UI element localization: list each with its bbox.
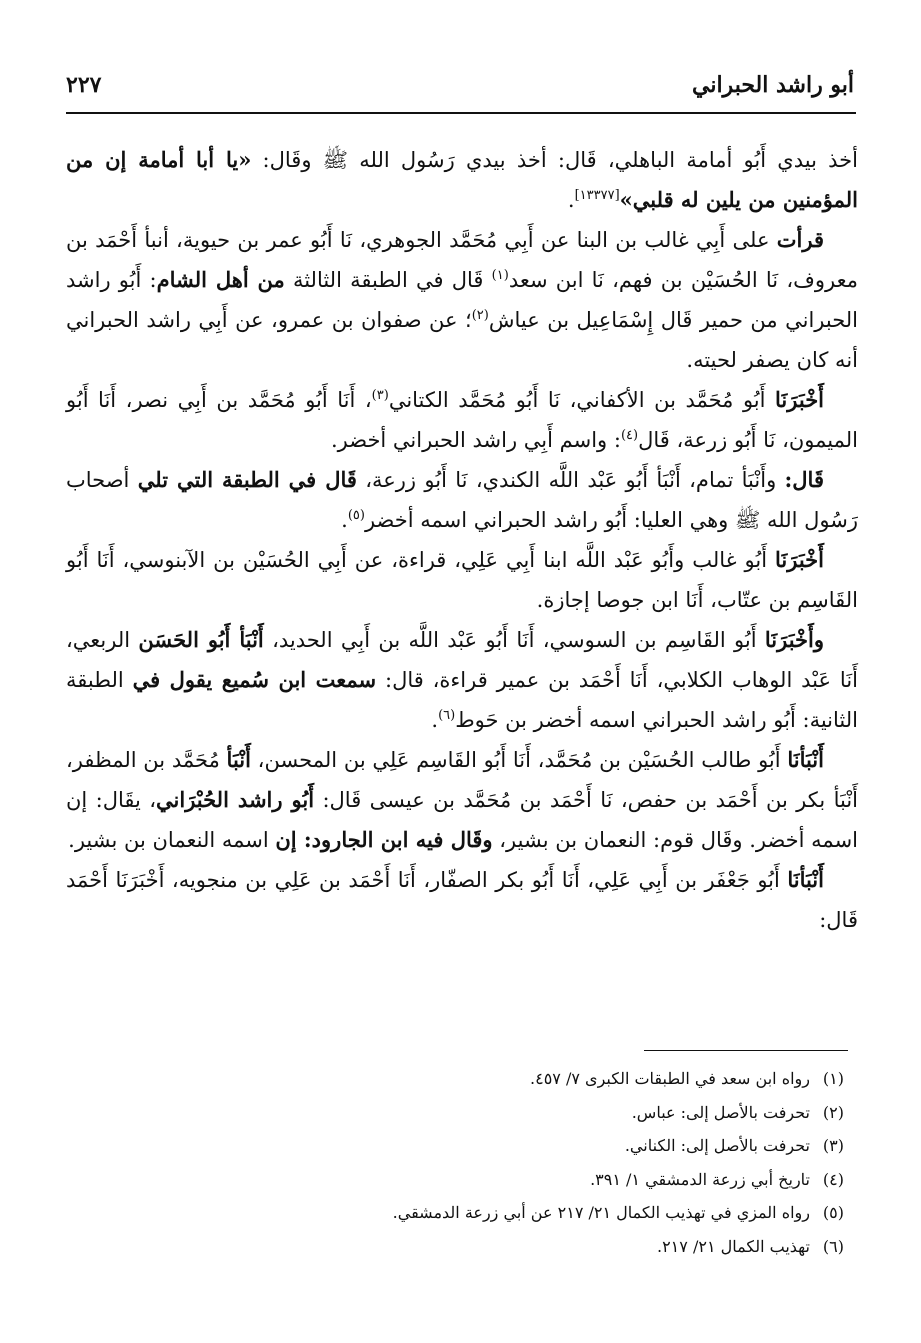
text-span: قَال في الطبقة الثالثة [284, 268, 492, 292]
page-number: ٢٢٧ [66, 72, 102, 98]
emphasis: من أهل الشام [156, 267, 285, 292]
text-span: أَبُو مُحَمَّد بن الأكفاني، نَا أَبُو مُحَمَّد الكتاني [388, 388, 776, 412]
footnote-text: تحرفت بالأصل إلى: عباس. [631, 1102, 810, 1122]
text-span: اسمه النعمان بن بشير. [68, 828, 276, 852]
paragraph-7 [66, 740, 858, 860]
paragraph-5 [66, 540, 858, 620]
text-span: أَبُو القَاسِم بن السوسي، أَنَا أَبُو عَبْد اللَّه بن أَبِي الحديد، [263, 628, 765, 652]
footnote-marker: (٦) [822, 1236, 844, 1256]
paragraph-lead: أَنْبَأنَا [787, 867, 824, 892]
main-text [66, 140, 858, 940]
footnote [66, 1129, 854, 1163]
paragraph-6 [66, 620, 858, 740]
footnote-marker: (٥) [822, 1203, 844, 1222]
text-span: الطبقة الثانية: أَبُو راشد الحبراني اسمه أخضر بن حَوط [66, 668, 858, 732]
footnote-text: تهذيب الكمال ٢١/ ٢١٧. [656, 1236, 810, 1256]
text-span: : أَبُو راشد الحبراني من حمير قَال إِسْمَاعِيل بن عياش [66, 268, 858, 332]
emphasis: وقَال فيه ابن الجارود: إن [275, 827, 493, 852]
text-span: الربعي، أَنَا عَبْد الوهاب الكلابي، أَنَا أَحْمَد بن عمير قراءة، قال: [66, 628, 859, 692]
text-span: أَبُو غالب وأَبُو عَبْد اللَّه ابنا أَبِي عَلِي، قراءة، عن أَبِي الحُسَيْن بن الآبنوسي، أَنَا أَبُو القَاسِم بن عتّاب، أَنَا ابن جوصا إجازة. [66, 548, 858, 612]
footnote-marker: (٣) [822, 1136, 844, 1155]
text-span: : واسم أَبِي راشد الحبراني أخضر. [330, 428, 621, 452]
footnote-ref: (٢) [471, 308, 489, 323]
footnote-ref: (١) [491, 268, 509, 283]
paragraph-8 [66, 860, 858, 940]
text-span: . [431, 708, 439, 732]
paragraph-lead: وأَخْبَرَنَا [764, 627, 824, 652]
paragraph-lead: قَال: [784, 467, 824, 492]
paragraph-3 [66, 380, 858, 460]
footnote-marker: (١) [822, 1069, 844, 1088]
paragraph-4 [66, 460, 858, 540]
paragraph-lead: أَنْبَأنَا [787, 747, 824, 772]
text-span: أَبُو طالب الحُسَيْن بن مُحَمَّد، أَنَا أَبُو القَاسِم عَلِي بن المحسن، [250, 748, 788, 772]
text-span: ؛ عن صفوان بن عمرو، عن أَبِي راشد الحبراني أنه كان يصفر لحيته. [66, 308, 858, 372]
page-header [66, 68, 854, 108]
footnote [66, 1163, 854, 1197]
text-span: أخذ بيدي أَبُو أمامة الباهلي، قَال: أخذ بيدي رَسُول الله ﷺ وقَال: [251, 148, 858, 172]
text-span: ، يقَال: إن اسمه أخضر. وقَال قوم: النعمان بن بشير، [66, 788, 858, 852]
footnote-marker: (٢) [822, 1102, 844, 1122]
paragraph-lead: أَخْبَرَنَا [775, 387, 825, 412]
footnote-ref: (٥) [347, 508, 365, 523]
emphasis: أَنْبَأ [226, 747, 251, 772]
footnote [66, 1062, 854, 1096]
hadith-quote: «يا أبا أمامة إن من المؤمنين من يلين له قلبي» [66, 147, 858, 212]
text-span: . [341, 508, 348, 532]
footnote [66, 1196, 854, 1230]
text-span: أصحاب رَسُول الله ﷺ وهي العليا: أَبُو راشد الحبراني اسمه أخضر [66, 468, 858, 532]
paragraph-lead: قرأت [776, 227, 824, 252]
footnote [66, 1096, 854, 1130]
paragraph-2 [66, 220, 858, 380]
emphasis: قَال في الطبقة التي تلي [137, 467, 357, 492]
emphasis: أَبُو راشد الحُبْرَاني [156, 787, 315, 812]
footnote-rule [644, 1050, 848, 1051]
paragraph-1 [66, 140, 858, 220]
footnote-text: رواه المزي في تهذيب الكمال ٢١/ ٢١٧ عن أبي زرعة الدمشقي. [392, 1203, 810, 1222]
footnote-ref: (٤) [620, 428, 639, 443]
running-title: أبو راشد الحبراني [691, 72, 854, 98]
footnote-ref: (٦) [438, 708, 456, 723]
paragraph-lead: أَخْبَرَنَا [775, 547, 824, 572]
footnote-text: رواه ابن سعد في الطبقات الكبرى ٧/ ٤٥٧. [530, 1069, 810, 1088]
text-span: . [567, 188, 575, 212]
text-span: وأَنْبَأ تمام، أَنْبَأ أَبُو عَبْد اللَّه الكندي، نَا أَبُو زرعة، [356, 468, 785, 492]
text-span: على أَبِي غالب بن البنا عن أَبِي مُحَمَّد الجوهري، نَا أَبُو عمر بن حيوية، أنبأ أَحْمَد بن معروف، نَا الحُسَيْن بن فهم، نَا ابن سعد [66, 228, 858, 292]
footnote-marker: (٤) [822, 1169, 844, 1189]
text-span: أَبُو جَعْفَر بن أَبِي عَلِي، أَنَا أَبُو بكر الصفّار، أَنَا أَحْمَد بن عَلِي بن منجويه، أَخْبَرَنَا أَحْمَد قَال: [66, 868, 858, 932]
emphasis: أَنْبَأ أَبُو الحَسَن [138, 627, 264, 652]
emphasis: سمعت ابن سُميع يقول في [132, 667, 377, 692]
text-span: ، أَنَا أَبُو مُحَمَّد بن أَبِي نصر، أَنَا أَبُو الميمون، نَا أَبُو زرعة، قَال [66, 388, 858, 452]
footnote-ref: (٣) [371, 388, 389, 403]
hadith-number: [١٣٣٧٧] [574, 188, 620, 203]
footnote [66, 1230, 854, 1264]
header-rule [66, 112, 856, 114]
footnotes [66, 1062, 854, 1263]
text-span: مُحَمَّد بن المظفر، أَنْبَأ بكر بن أَحْمَد بن حفص، نَا أَحْمَد بن مُحَمَّد بن عيسى قَال: [66, 748, 859, 812]
footnote-text: تاريخ أبي زرعة الدمشقي ١/ ٣٩١. [590, 1169, 810, 1189]
footnote-text: تحرفت بالأصل إلى: الكناني. [624, 1136, 810, 1155]
